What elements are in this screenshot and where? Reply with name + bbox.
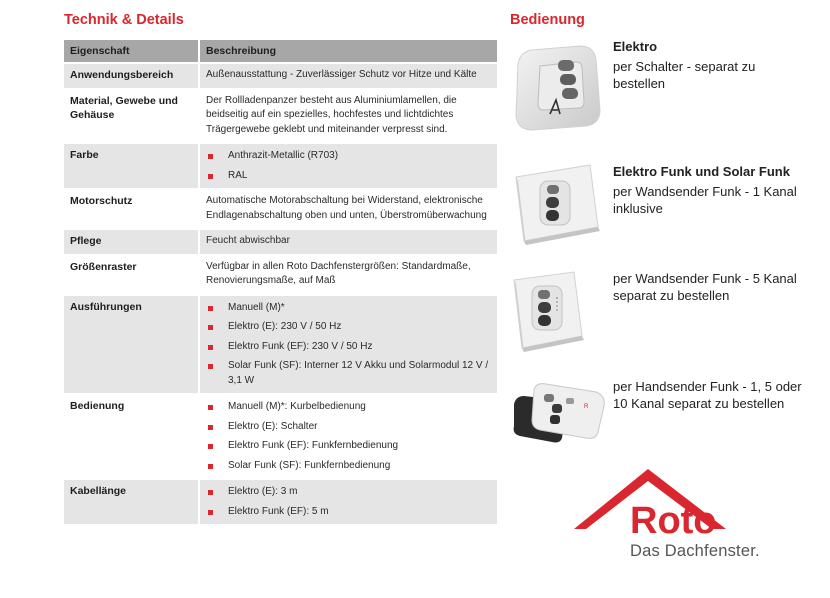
property-description (198, 480, 497, 524)
operation-item-funk (510, 163, 810, 263)
operation-description: per Wandsender Funk - 5 Kanal separat zu bestellen (613, 271, 797, 303)
operation-description: per Wandsender Funk - 1 Kanal inklusive (613, 184, 797, 216)
table-row (64, 395, 497, 478)
bullet-text: Anthrazit-Metallic (R703) (228, 150, 339, 161)
red-square-bullet-icon (208, 306, 213, 311)
svg-text:R: R (584, 404, 589, 410)
property-description: Verfügbar in allen Roto Dachfenstergrößen: Standardmaße, Renovierungsmaße, auf Maß (198, 256, 497, 294)
bullet-text: Manuell (M)* (228, 301, 285, 313)
table-row (64, 144, 497, 188)
table-header-row (64, 40, 497, 62)
red-square-bullet-icon (208, 405, 213, 410)
details-table (64, 38, 497, 526)
wall-transmitter-1ch-icon (510, 163, 605, 248)
red-square-bullet-icon (208, 345, 213, 350)
bullet-list (206, 301, 491, 389)
bedienung-title: Bedienung (510, 12, 585, 28)
bullet-text: Manuell (M)*: Kurbelbedienung (228, 401, 366, 412)
property-description (198, 144, 497, 188)
operation-item-5ch (510, 270, 810, 355)
bullet-list (206, 400, 491, 473)
property-label: Motorschutz (64, 190, 198, 228)
table-row (64, 296, 497, 394)
property-label: Pflege (64, 230, 198, 254)
table-row (64, 90, 497, 143)
property-description: Außenausstattung - Zuverlässiger Schutz vor Hitze und Kälte (198, 64, 497, 88)
bullet-text: Elektro Funk (EF): 230 V / 50 Hz (228, 340, 373, 352)
bullet-text: Solar Funk (SF): Funkfernbedienung (228, 459, 391, 471)
bullet-item (206, 149, 491, 164)
red-square-bullet-icon (208, 325, 213, 330)
red-square-bullet-icon (208, 154, 213, 159)
bullet-item (206, 320, 491, 335)
bullet-item (206, 301, 491, 316)
property-description: Der Rollladenpanzer besteht aus Aluminiumlamellen, die beidseitig auf ein spezielles, hochfestes und lichtdichtes Trägergewebe geklebt und miteinander verpresst sind. (198, 90, 497, 143)
property-label: Material, Gewebe und Gehäuse (64, 90, 198, 143)
table-row (64, 256, 497, 294)
column-header-description: Beschreibung (198, 40, 497, 62)
red-square-bullet-icon (208, 464, 213, 469)
bullet-text: RAL (228, 169, 248, 181)
red-square-bullet-icon (208, 490, 213, 495)
property-description (198, 296, 497, 394)
hand-transmitter-icon (510, 378, 608, 448)
red-square-bullet-icon (208, 364, 213, 369)
red-square-bullet-icon (208, 444, 213, 449)
bullet-item (206, 420, 491, 435)
red-square-bullet-icon (208, 510, 213, 515)
bullet-item (206, 459, 491, 474)
operation-name: Elektro Funk und Solar Funk (613, 164, 790, 179)
table-row (64, 190, 497, 228)
red-square-bullet-icon (208, 425, 213, 430)
bullet-list (206, 149, 491, 183)
wall-switch-icon (510, 38, 605, 133)
logo-text: Roto (630, 500, 717, 542)
bullet-item (206, 400, 491, 415)
bullet-item (206, 359, 491, 388)
property-label: Größenraster (64, 256, 198, 294)
operation-description: per Schalter - separat zu bestellen (613, 59, 756, 91)
bullet-item (206, 439, 491, 454)
property-label: Bedienung (64, 395, 198, 478)
operation-name: Elektro (613, 39, 658, 54)
bullet-item (206, 340, 491, 355)
technik-title: Technik & Details (64, 12, 184, 28)
property-label: Anwendungsbereich (64, 64, 198, 88)
operation-item-elektro (510, 38, 810, 138)
bullet-item (206, 169, 491, 184)
red-square-bullet-icon (208, 174, 213, 179)
property-label: Kabellänge (64, 480, 198, 524)
property-description: Feucht abwischbar (198, 230, 497, 254)
bullet-text: Elektro (E): Schalter (228, 420, 318, 432)
operation-item-hand (510, 378, 810, 448)
property-label: Ausführungen (64, 296, 198, 394)
bullet-text: Elektro Funk (EF): Funkfernbedienung (228, 440, 399, 451)
table-row (64, 230, 497, 254)
table-row (64, 480, 497, 524)
wall-transmitter-5ch-icon (510, 270, 605, 355)
table-row (64, 64, 497, 88)
bullet-text: Solar Funk (SF): Interner 12 V Akku und Solarmodul 12 V / 3,1 W (228, 360, 489, 386)
brand-tagline: Das Dachfenster. (630, 542, 760, 560)
bullet-list (206, 485, 491, 519)
bullet-text: Elektro Funk (EF): 5 m (228, 505, 329, 517)
bullet-text: Elektro (E): 230 V / 50 Hz (228, 321, 342, 332)
bullet-text: Elektro (E): 3 m (228, 486, 298, 497)
bullet-item (206, 485, 491, 500)
property-label: Farbe (64, 144, 198, 188)
operation-description: per Handsender Funk - 1, 5 oder 10 Kanal separat zu bestellen (613, 379, 802, 411)
column-header-property: Eigenschaft (64, 40, 198, 62)
property-description: Automatische Motorabschaltung bei Widerstand, elektronische Endlagenabschaltung oben und unten, Überstromüberwachung (198, 190, 497, 228)
property-description (198, 395, 497, 478)
bullet-item (206, 505, 491, 520)
